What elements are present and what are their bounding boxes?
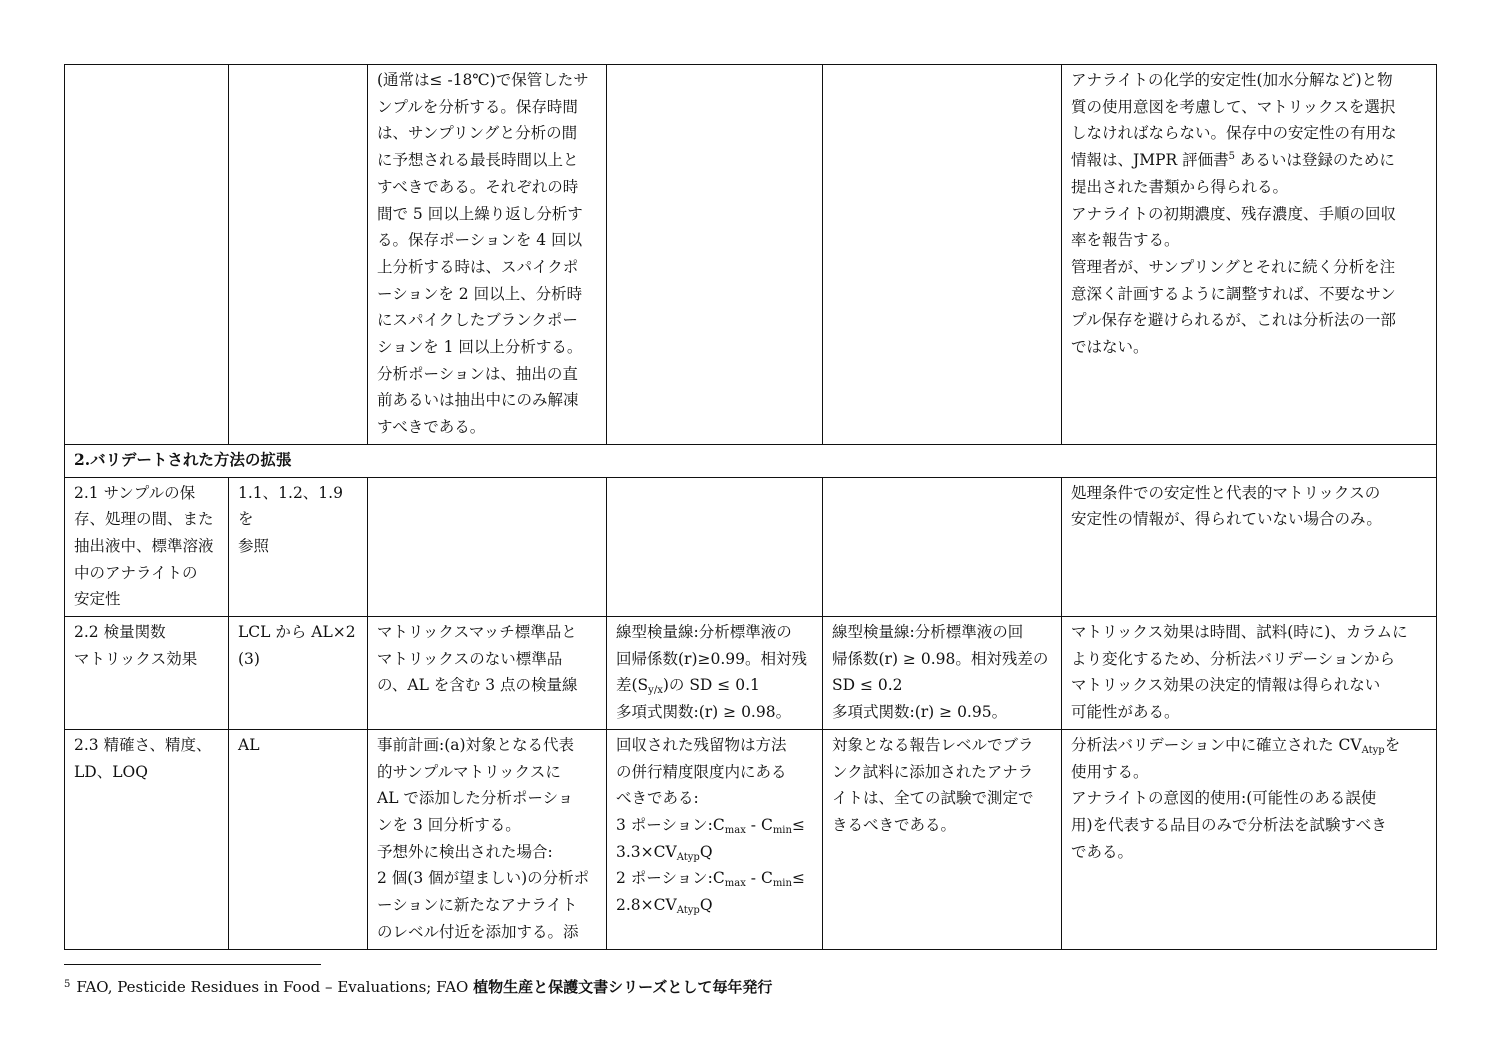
cell-procedure: マトリックスマッチ標準品と マトリックスのない標準品 の、AL を含む 3 点の検量線 [368, 617, 607, 730]
line-with-subscript: $2.8\times CV_{Atyp}Q$ [616, 896, 713, 917]
line-with-subscript: 2 ポーション$:C_{max} - C_{min}\le$ [616, 869, 805, 890]
cell-item [65, 65, 229, 445]
line-with-subscript: 3 ポーション$:C_{max} - C_{min}\le$ [616, 815, 805, 836]
table-row-continued [65, 65, 1437, 445]
cell-procedure: 事前計画:(a)対象となる代表 的サンプルマトリックスに AL で添加した分析ポーショ ンを 3 回分析する。 予想外に検出された場合: 2 個(3 個が望ましい)の分析ポ ーションに新たなアナライト のレベル付近を添加する。添 [368, 729, 607, 949]
cell-criteria-b: 線型検量線:分析標準液の回 帰係数(r) ≥ 0.98。相対残差の SD ≤ 0.2 多項式関数:(r) ≥ 0.95。 [823, 617, 1062, 730]
cell-range: 1.1、1.2、1.9 を 参照 [229, 477, 368, 617]
validation-table [64, 64, 1437, 950]
footnote-text-en: FAO, Pesticide Residues in Food – Evaluations; FAO [76, 978, 474, 996]
line-with-subscript: 差$(S_{y/x})$の SD ≤ 0.1 [616, 676, 760, 697]
cell-criteria-a [607, 65, 823, 445]
footnote [64, 974, 772, 998]
cell-criteria-a: 回収された残留物は方法 の併行精度限度内にある べきである: 3 ポーション$:C_{max} - C_{min}\le$ $3.3\times CV_{Atyp}Q$ 2 ポーション$:C_{max} - C_{min}\le$ $2.8\times CV_{Atyp}Q$ [607, 729, 823, 949]
footnote-text-jp: 植物生産と保護文書シリーズとして毎年発行 [473, 978, 773, 996]
cell-notes: マトリックス効果は時間、試料(時に)、カラムに より変化するため、分析法バリデーションから マトリックス効果の決定的情報は得られない 可能性がある。 [1062, 617, 1437, 730]
table-row-2-3 [65, 729, 1437, 949]
cell-criteria-a [607, 477, 823, 617]
cell-criteria-b [823, 477, 1062, 617]
cell-notes: 処理条件での安定性と代表的マトリックスの 安定性の情報が、得られていない場合のみ。 [1062, 477, 1437, 617]
footnote-number: 5 [64, 979, 71, 990]
footnote-divider [64, 964, 321, 965]
cell-notes: 分析法バリデーション中に確立された $CV_{Atyp}$を 使用する。 アナライトの意図的使用:(可能性のある誤使 用)を代表する品目のみで分析法を試験すべき である。 [1062, 729, 1437, 949]
section-heading-row [65, 444, 1437, 477]
cell-range: AL [229, 729, 368, 949]
cell-item: 2.3 精確さ、精度、 LD、LOQ [65, 729, 229, 949]
cell-criteria-a: 線型検量線:分析標準液の 回帰係数(r)≥0.99。相対残 差$(S_{y/x})$の SD ≤ 0.1 多項式関数:(r) ≥ 0.98。 [607, 617, 823, 730]
cell-item: 2.1 サンプルの保 存、処理の間、また 抽出液中、標準溶液 中のアナライトの 安定性 [65, 477, 229, 617]
line-with-subscript: 分析法バリデーション中に確立された $CV_{Atyp}$を [1071, 735, 1401, 756]
cell-item: 2.2 検量関数 マトリックス効果 [65, 617, 229, 730]
cell-procedure [368, 477, 607, 617]
cell-procedure: (通常は≤ -18℃)で保管したサ ンプルを分析する。保存時間 は、サンプリングと分析の間 に予想される最長時間以上と すべきである。それぞれの時 間で 5 回以上繰り返し分析す る。保存ポーションを 4 回以 上分析する時は、スパイクポ ーションを 2 回以上、分析時 にスパイクしたブランクポー ションを 1 回以上分析する。 分析ポーションは、抽出の直 前あるいは抽出中にのみ解凍 すべきである。 [368, 65, 607, 445]
footnote-ref[interactable]: 5 [1228, 151, 1235, 163]
table-row-2-1 [65, 477, 1437, 617]
cell-criteria-b: 対象となる報告レベルでブラ ンク試料に添加されたアナラ イトは、全ての試験で測定で きるべきである。 [823, 729, 1062, 949]
cell-notes: アナライトの化学的安定性(加水分解など)と物 質の使用意図を考慮して、マトリックスを選択 しなければならない。保存中の安定性の有用な 情報は、JMPR 評価書$^5$ あるいは登録のために 提出された書類から得られる。 アナライトの初期濃度、残存濃度、手順の回収 率を報告する。 管理者が、サンプリングとそれに続く分析を注 意深く計画するように調整すれば、不要なサン プル保存を避けられるが、これは分析法の一部 ではない。 [1062, 65, 1437, 445]
cell-range [229, 65, 368, 445]
line-with-footnote-ref: 情報は、JMPR 評価書$^5$ あるいは登録のために [1071, 151, 1395, 170]
line-with-subscript: $3.3\times CV_{Atyp}Q$ [616, 842, 713, 863]
table-row-2-2 [65, 617, 1437, 730]
cell-range: LCL から AL×2 (3) [229, 617, 368, 730]
cell-criteria-b [823, 65, 1062, 445]
section-heading: 2.バリデートされた方法の拡張 [65, 444, 1437, 477]
